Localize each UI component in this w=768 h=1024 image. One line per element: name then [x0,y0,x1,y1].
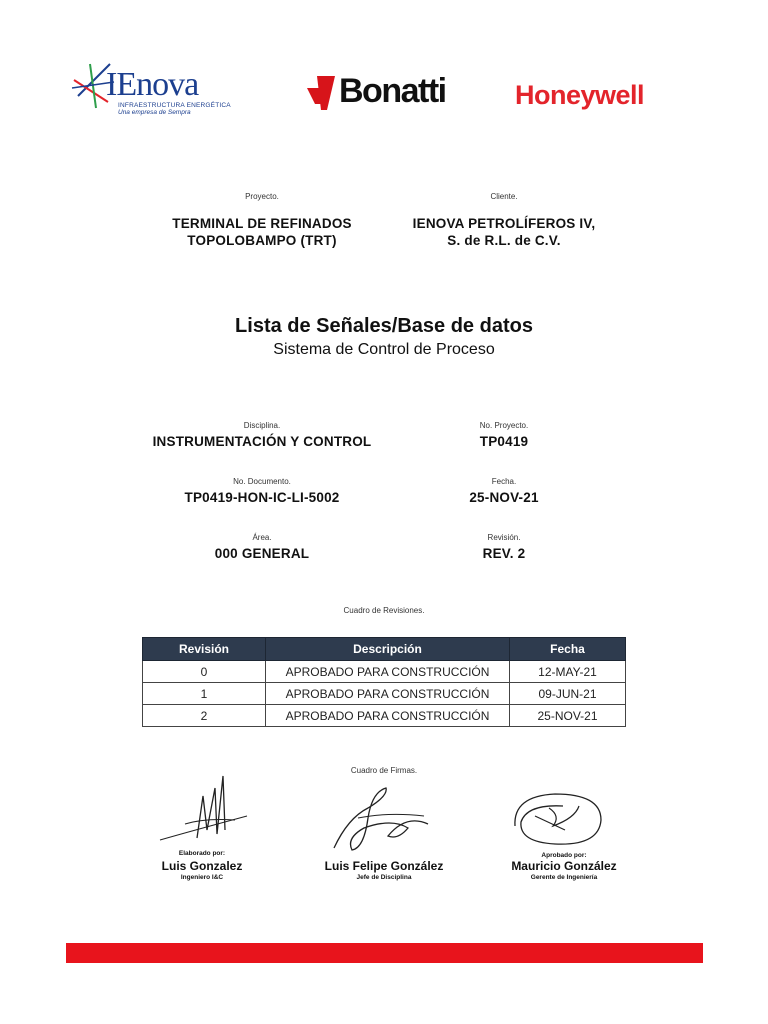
signatures-label: Cuadro de Firmas. [350,766,418,775]
document-subtitle: Sistema de Control de Proceso [273,341,495,358]
table-row [143,683,626,705]
project-no-value: TP0419 [479,434,529,449]
date-cell: 09-JUN-21 [510,683,626,705]
revision-value: REV. 2 [482,546,526,561]
header-description: Descripción [266,638,510,661]
client-line2: S. de R.L. de C.V. [447,233,561,248]
revisions-header-row [143,638,626,661]
ienova-logo [70,58,230,118]
revisions-table [142,637,626,727]
footer-red-bar [66,943,703,963]
date-cell: 25-NOV-21 [510,705,626,727]
honeywell-logo: Honeywell [515,80,645,110]
area-label: Área. [252,533,272,542]
revisions-label: Cuadro de Revisiones. [343,606,425,615]
discipline-value: INSTRUMENTACIÓN Y CONTROL [152,434,372,449]
document-title: Lista de Señales/Base de datos [235,315,533,337]
revision-cell: 0 [143,661,266,683]
client-label: Cliente. [490,192,518,201]
ienova-logo-text: IEnova [106,66,199,103]
table-row [143,661,626,683]
signature-1-title: Ingeniero I&C [180,874,224,881]
ienova-logo-subtitle: INFRAESTRUCTURA ENERGÉTICA [118,102,231,109]
date-cell: 12-MAY-21 [510,661,626,683]
signature-1-name: Luis Gonzalez [161,859,243,873]
description-cell: APROBADO PARA CONSTRUCCIÓN [266,705,510,727]
document-no-label: No. Documento. [233,477,291,486]
signature-3-image [505,786,615,852]
bonatti-logo [305,70,455,115]
ienova-logo-tagline: Una empresa de Sempra [118,109,191,116]
discipline-label: Disciplina. [243,421,281,430]
signature-3-title: Gerente de Ingeniería [530,874,598,881]
table-row [143,705,626,727]
header-revision: Revisión [143,638,266,661]
description-cell: APROBADO PARA CONSTRUCCIÓN [266,661,510,683]
signature-2-name: Luis Felipe González [324,859,444,873]
project-no-label: No. Proyecto. [479,421,529,430]
signature-1-image [155,768,255,848]
revision-cell: 1 [143,683,266,705]
signature-1-role: Elaborado por: [178,850,226,857]
signature-3-role: Aprobado por: [541,852,587,859]
client-line1: IENOVA PETROLÍFEROS IV, [412,216,596,231]
signature-3-name: Mauricio González [511,859,617,873]
signature-2-title: Jefe de Disciplina [356,874,412,881]
bonatti-logo-text: Bonatti [339,72,446,110]
description-cell: APROBADO PARA CONSTRUCCIÓN [266,683,510,705]
document-no-value: TP0419-HON-IC-LI-5002 [184,490,340,505]
project-line2: TOPOLOBAMPO (TRT) [187,233,337,248]
revision-cell: 2 [143,705,266,727]
date-value: 25-NOV-21 [469,490,539,505]
bonatti-mark-icon [305,70,341,114]
area-value: 000 GENERAL [214,546,310,561]
date-label: Fecha. [491,477,517,486]
project-label: Proyecto. [245,192,279,201]
project-line1: TERMINAL DE REFINADOS [172,216,352,231]
signature-2-image [328,778,440,858]
header-date: Fecha [510,638,626,661]
revision-label: Revisión. [487,533,521,542]
